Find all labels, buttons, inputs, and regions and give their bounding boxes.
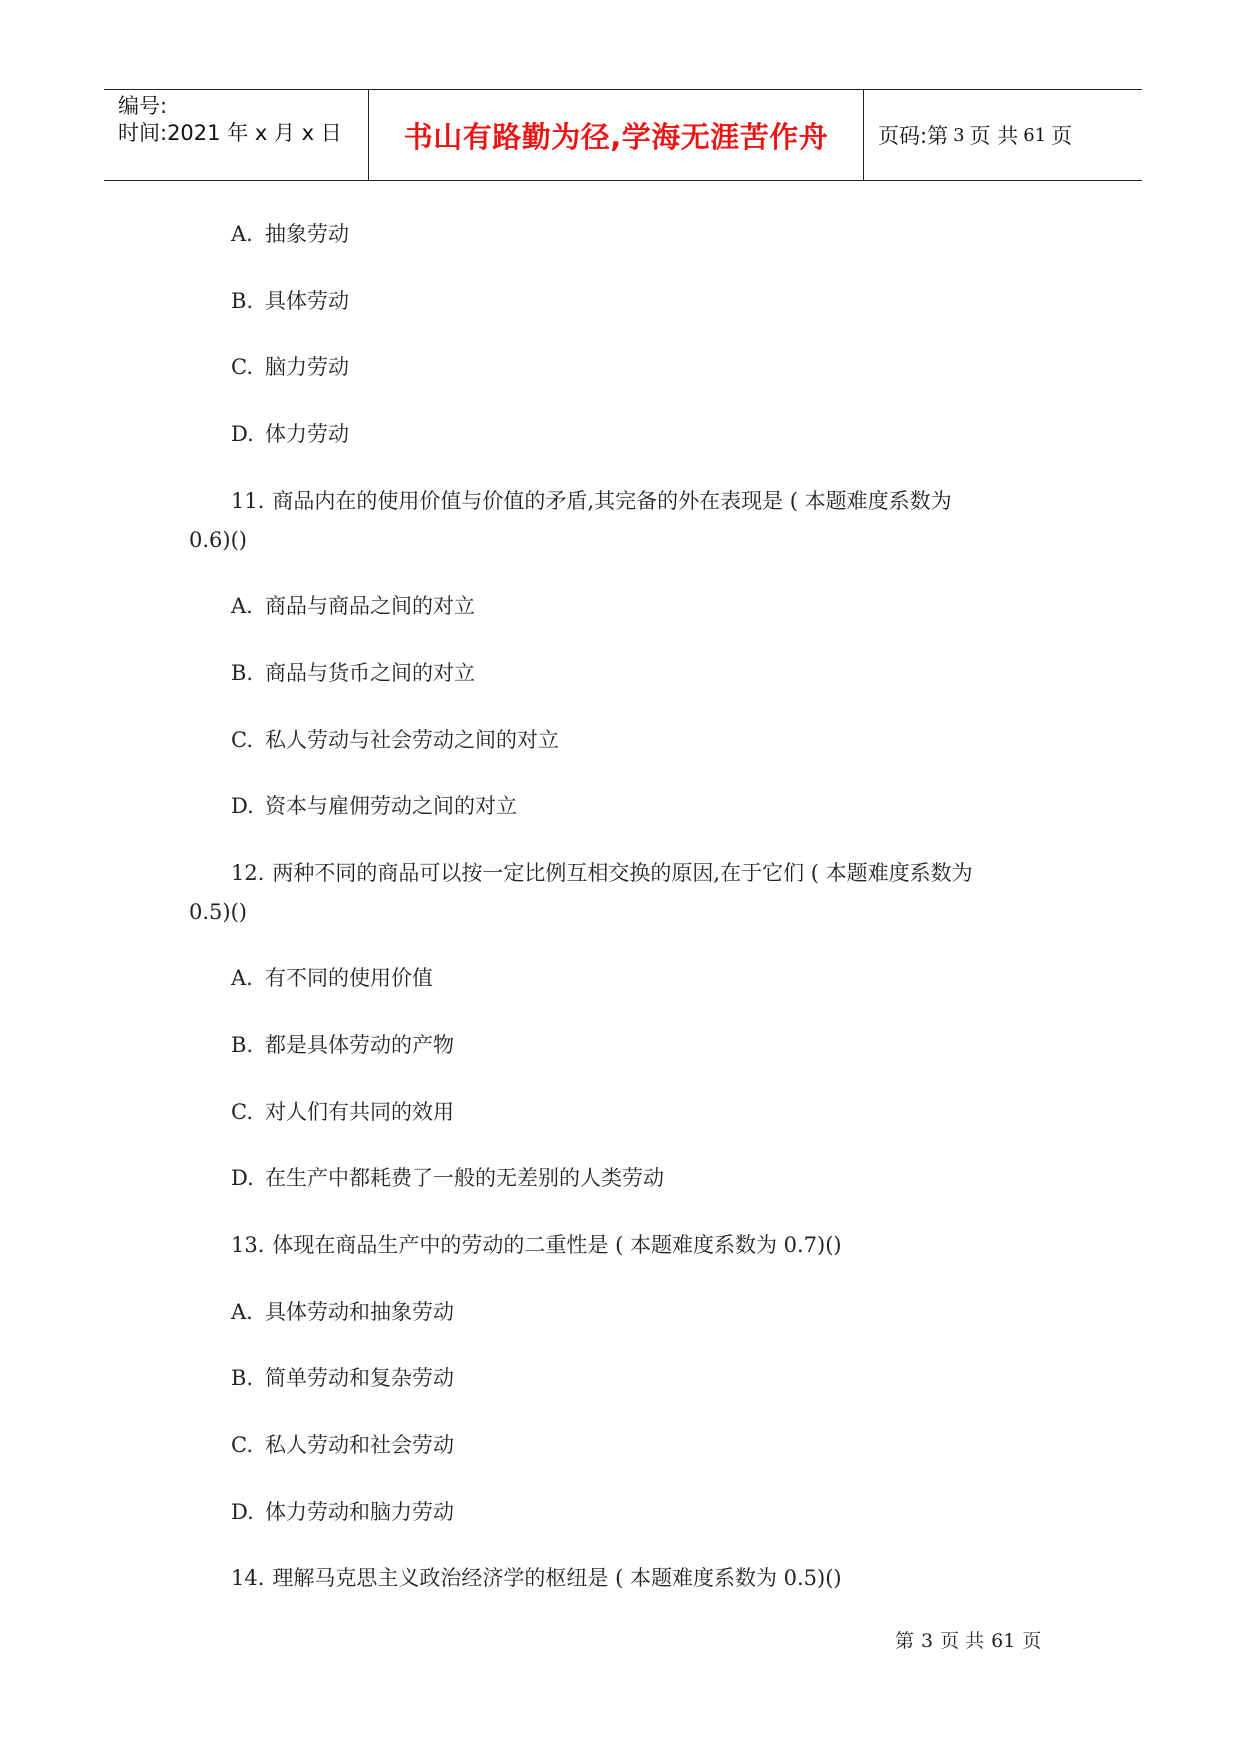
page-footer <box>895 1628 1041 1654</box>
question-11-continuation: 0.6)() <box>189 528 247 552</box>
option-label: A. <box>231 594 253 618</box>
option-text: 私人劳动和社会劳动 <box>265 1433 454 1457</box>
motto-text: 书山有路勤为径,学海无涯苦作舟 <box>403 119 829 154</box>
option-item <box>231 1164 664 1192</box>
question-number: 12. <box>231 861 265 885</box>
question-number: 14. <box>231 1566 265 1590</box>
option-label: C. <box>231 1433 253 1457</box>
question-11 <box>231 487 952 515</box>
option-label: B. <box>231 1366 254 1390</box>
option-item <box>231 353 349 381</box>
option-label: D. <box>231 1500 254 1524</box>
question-12-continuation: 0.5)() <box>189 900 247 924</box>
option-item <box>231 726 559 754</box>
question-14 <box>231 1564 842 1592</box>
footer-current-page: 3 <box>921 1630 934 1652</box>
question-number: 11. <box>231 489 265 513</box>
header-meta <box>104 90 368 180</box>
option-item <box>231 964 433 992</box>
option-text: 抽象劳动 <box>265 222 349 246</box>
page-current: 3 <box>953 124 965 146</box>
header-motto-cell <box>368 90 864 180</box>
time-label: 时间:2021 年 x 月 x 日 <box>118 121 342 145</box>
footer-total-pages: 61 <box>991 1630 1016 1652</box>
option-text: 都是具体劳动的产物 <box>265 1033 454 1057</box>
option-label: B. <box>231 661 254 685</box>
option-item <box>231 1298 454 1326</box>
question-13 <box>231 1231 842 1259</box>
page-prefix: 页码:第 <box>878 124 949 148</box>
question-text: 理解马克思主义政治经济学的枢纽是 ( 本题难度系数为 0.5)() <box>272 1566 842 1590</box>
header-page-number <box>864 90 1142 180</box>
option-text: 对人们有共同的效用 <box>265 1100 454 1124</box>
option-text: 私人劳动与社会劳动之间的对立 <box>265 728 559 752</box>
option-item <box>231 1364 454 1392</box>
option-label: B. <box>231 289 254 313</box>
option-label: B. <box>231 1033 254 1057</box>
option-item <box>231 420 349 448</box>
option-label: A. <box>231 966 253 990</box>
option-text: 具体劳动 <box>265 289 349 313</box>
option-text: 在生产中都耗费了一般的无差别的人类劳动 <box>265 1166 664 1190</box>
option-text: 体力劳动和脑力劳动 <box>265 1500 454 1524</box>
page-suffix: 页 <box>1051 124 1073 148</box>
option-item <box>231 659 475 687</box>
question-text: 商品内在的使用价值与价值的矛盾,其完备的外在表现是 ( 本题难度系数为 <box>272 489 952 513</box>
option-text: 商品与货币之间的对立 <box>265 661 475 685</box>
option-text: 简单劳动和复杂劳动 <box>265 1366 454 1390</box>
option-item <box>231 1498 454 1526</box>
option-label: A. <box>231 222 253 246</box>
option-text: 具体劳动和抽象劳动 <box>265 1300 454 1324</box>
option-label: D. <box>231 794 254 818</box>
option-text: 资本与雇佣劳动之间的对立 <box>265 794 517 818</box>
option-text: 脑力劳动 <box>265 355 349 379</box>
option-item <box>231 1431 454 1459</box>
option-label: C. <box>231 1100 253 1124</box>
footer-suffix: 页 <box>1022 1630 1042 1652</box>
question-text: 体现在商品生产中的劳动的二重性是 ( 本题难度系数为 0.7)() <box>272 1233 842 1257</box>
option-label: D. <box>231 1166 254 1190</box>
option-item <box>231 287 349 315</box>
serial-label: 编号: <box>118 94 168 118</box>
page-mid: 页 共 <box>969 124 1019 148</box>
footer-mid: 页 共 <box>940 1630 985 1652</box>
page-header <box>104 89 1142 181</box>
page-total: 61 <box>1023 124 1047 146</box>
option-label: D. <box>231 422 254 446</box>
footer-prefix: 第 <box>895 1630 915 1652</box>
option-label: C. <box>231 728 253 752</box>
option-item <box>231 792 517 820</box>
option-text: 有不同的使用价值 <box>265 966 433 990</box>
option-item <box>231 220 349 248</box>
option-text: 商品与商品之间的对立 <box>265 594 475 618</box>
option-item <box>231 1098 454 1126</box>
question-number: 13. <box>231 1233 265 1257</box>
question-12 <box>231 859 973 887</box>
option-item <box>231 1031 454 1059</box>
option-item <box>231 592 475 620</box>
question-text: 两种不同的商品可以按一定比例互相交换的原因,在于它们 ( 本题难度系数为 <box>272 861 973 885</box>
option-label: A. <box>231 1300 253 1324</box>
option-label: C. <box>231 355 253 379</box>
option-text: 体力劳动 <box>265 422 349 446</box>
